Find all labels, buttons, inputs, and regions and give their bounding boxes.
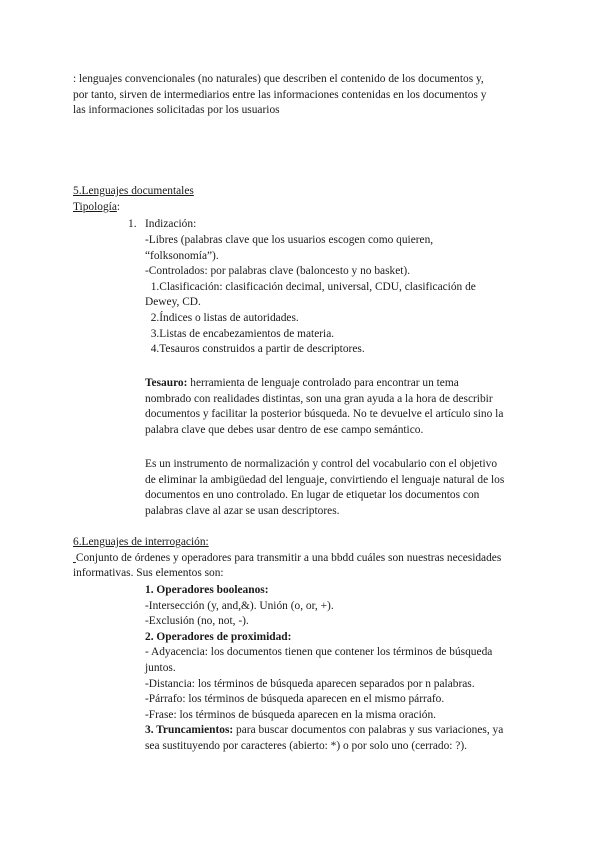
proximidad-heading: 2. Operadores de proximidad: bbox=[145, 630, 292, 643]
item-1-number: 1. bbox=[128, 218, 137, 230]
truncamientos-text: para buscar documentos con palabras y sus variaciones, ya bbox=[233, 724, 504, 737]
section-5-heading-block bbox=[73, 184, 194, 215]
operators-list bbox=[145, 583, 503, 755]
booleanos-heading: 1. Operadores booleanos: bbox=[145, 584, 269, 596]
tesauro-text: herramienta de lenguaje controlado para encontrar un tema bbox=[187, 377, 459, 389]
list-line: 1.Clasificación: clasificación decimal, universal, CDU, clasificación de bbox=[145, 280, 476, 293]
intro-paragraph bbox=[73, 72, 486, 119]
intro-line: : lenguajes convencionales (no naturales) que describen el contenido de los documentos y, bbox=[73, 73, 484, 85]
tesauro-term: Tesauro: bbox=[145, 377, 188, 389]
proximidad-line: juntos. bbox=[145, 661, 176, 674]
section-6-block bbox=[73, 535, 501, 582]
proximidad-line: - Adyacencia: los documentos tienen que contener los términos de búsqueda bbox=[145, 646, 493, 659]
instrument-line: de eliminar la ambigüedad del lenguaje, convirtiendo el lenguaje natural de los bbox=[145, 473, 505, 486]
proximidad-line: -Frase: los términos de búsqueda aparecen en la misma oración. bbox=[145, 708, 436, 721]
indizacion-list bbox=[145, 233, 476, 358]
list-line: 3.Listas de encabezamientos de materia. bbox=[145, 327, 335, 340]
tesauro-line: documentos y facilitar la posterior búsqueda. No te devuelve el artículo sino la bbox=[145, 408, 504, 421]
section-5-heading: 5.Lenguajes documentales bbox=[73, 185, 194, 197]
list-line: 4.Tesauros construidos a partir de descriptores. bbox=[145, 343, 365, 356]
section-6-intro-line: informativas. Sus elementos son: bbox=[73, 567, 224, 580]
tesauro-line: palabra clave que debes usar dentro de ese campo semántico. bbox=[145, 423, 424, 436]
intro-line: las informaciones solicitadas por los usuarios bbox=[73, 104, 280, 117]
truncamientos-term: 3. Truncamientos: bbox=[145, 724, 234, 737]
truncamientos-line: sea sustituyendo por caracteres (abierto: *) o por solo uno (cerrado: ?). bbox=[145, 739, 467, 752]
section-6-heading: 6.Lenguajes de interrogación: bbox=[73, 536, 209, 548]
tipologia-colon: : bbox=[116, 200, 121, 213]
booleanos-line: -Intersección (y, and,&). Unión (o, or, +). bbox=[145, 599, 334, 612]
instrument-paragraph bbox=[145, 457, 504, 519]
section-6-intro-line: Conjunto de órdenes y operadores para transmitir a una bbdd cuáles son nuestras necesidades bbox=[75, 551, 502, 564]
item-1-title: Indización: bbox=[145, 218, 197, 230]
intro-line: por tanto, sirven de intermediarios entre las informaciones contenidas en los documentos y bbox=[73, 88, 487, 101]
booleanos-line: -Exclusión (no, not, -). bbox=[145, 615, 249, 628]
instrument-line: Es un instrumento de normalización y control del vocabulario con el objetivo bbox=[145, 458, 498, 470]
instrument-line: palabras clave al azar se usan descriptores. bbox=[145, 504, 340, 517]
list-line: “folksonomía”). bbox=[145, 249, 219, 262]
list-line: 2.Índices o listas de autoridades. bbox=[145, 311, 299, 324]
list-line: -Controlados: por palabras clave (baloncesto y no basket). bbox=[145, 265, 411, 278]
tesauro-line: nombrado con realidades distintas, son una gran ayuda a la hora de describir bbox=[145, 392, 493, 405]
list-line: Dewey, CD. bbox=[145, 296, 201, 309]
instrument-line: documentos en uno controlado. En lugar de etiquetar los documentos con bbox=[145, 489, 480, 502]
tesauro-paragraph bbox=[145, 376, 503, 438]
list-line: -Libres (palabras clave que los usuarios escogen como quieren, bbox=[145, 234, 434, 246]
proximidad-line: -Distancia: los términos de búsqueda aparecen separados por n palabras. bbox=[145, 677, 475, 690]
proximidad-line: -Párrafo: los términos de búsqueda aparecen en el mismo párrafo. bbox=[145, 693, 445, 706]
tipologia-label: Tipología bbox=[73, 200, 117, 213]
